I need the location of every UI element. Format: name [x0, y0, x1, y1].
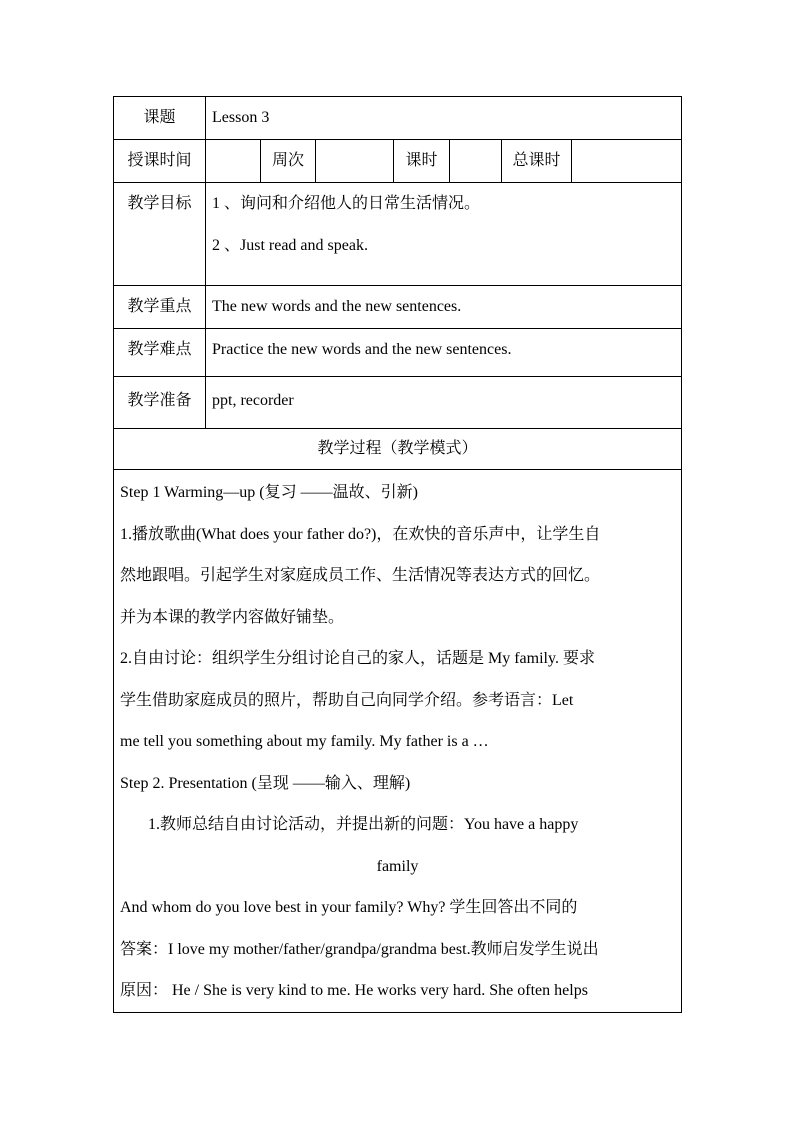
process-line: Step 2. Presentation (呈现 ——输入、理解) — [120, 774, 411, 792]
period-label: 课时 — [394, 140, 450, 183]
week-value-cell — [316, 140, 394, 183]
key-points-value: The new words and the new sentences. — [206, 286, 682, 329]
process-line: 并为本课的教学内容做好铺垫。 — [120, 608, 345, 626]
lesson-plan-table — [113, 96, 682, 1013]
difficulties-label: 教学难点 — [114, 329, 206, 377]
title-label: 课题 — [114, 97, 206, 140]
process-title: 教学过程（教学模式） — [114, 429, 682, 470]
process-line: And whom do you love best in your family? Why? 学生回答出不同的 — [120, 899, 578, 916]
key-points-label: 教学重点 — [114, 286, 206, 329]
time-label: 授课时间 — [114, 140, 206, 183]
goals-label: 教学目标 — [114, 183, 206, 286]
time-value-cell — [206, 140, 261, 183]
process-body-row — [114, 470, 682, 1013]
goal-item: 1 、询问和介绍他人的日常生活情况。 — [212, 195, 481, 212]
process-line: 答案：I love my mother/father/grandpa/grandma best.教师启发学生说出 — [120, 940, 599, 958]
title-value: Lesson 3 — [206, 97, 682, 140]
process-body — [114, 470, 682, 1013]
process-line: 原因： He / She is very kind to me. He works very hard. She often helps — [120, 982, 588, 999]
preparation-row — [114, 377, 682, 429]
process-line: 然地跟唱。引起学生对家庭成员工作、生活情况等表达方式的回忆。 — [120, 567, 601, 584]
goal-item: 2 、Just read and speak. — [212, 237, 368, 254]
process-line: 学生借助家庭成员的照片，帮助自己向同学介绍。参考语言：Let — [120, 691, 574, 709]
process-line: 1.播放歌曲(What does your father do?)，在欢快的音乐声中，让学生自 — [120, 525, 601, 543]
preparation-value: ppt, recorder — [206, 377, 682, 429]
period-value-cell — [450, 140, 502, 183]
goals-value — [206, 183, 682, 286]
total-period-value-cell — [572, 140, 682, 183]
key-points-row — [114, 286, 682, 329]
process-line: Step 1 Warming—up (复习 ——温故、引新) — [120, 484, 418, 501]
process-title-row — [114, 429, 682, 470]
process-line: me tell you something about my family. My father is a … — [120, 733, 489, 750]
title-row — [114, 97, 682, 140]
difficulties-row — [114, 329, 682, 377]
process-line: 1.教师总结自由讨论活动，并提出新的问题：You have a happy — [148, 816, 579, 833]
week-label: 周次 — [261, 140, 316, 183]
process-line: family — [376, 857, 419, 875]
goals-row — [114, 183, 682, 286]
process-line: 2.自由讨论：组织学生分组讨论自己的家人，话题是 My family. 要求 — [120, 650, 595, 667]
total-period-label: 总课时 — [502, 140, 572, 183]
difficulties-value: Practice the new words and the new sentences. — [206, 329, 682, 377]
preparation-label: 教学准备 — [114, 377, 206, 429]
lesson-plan-page — [113, 96, 681, 1013]
time-row — [114, 140, 682, 183]
